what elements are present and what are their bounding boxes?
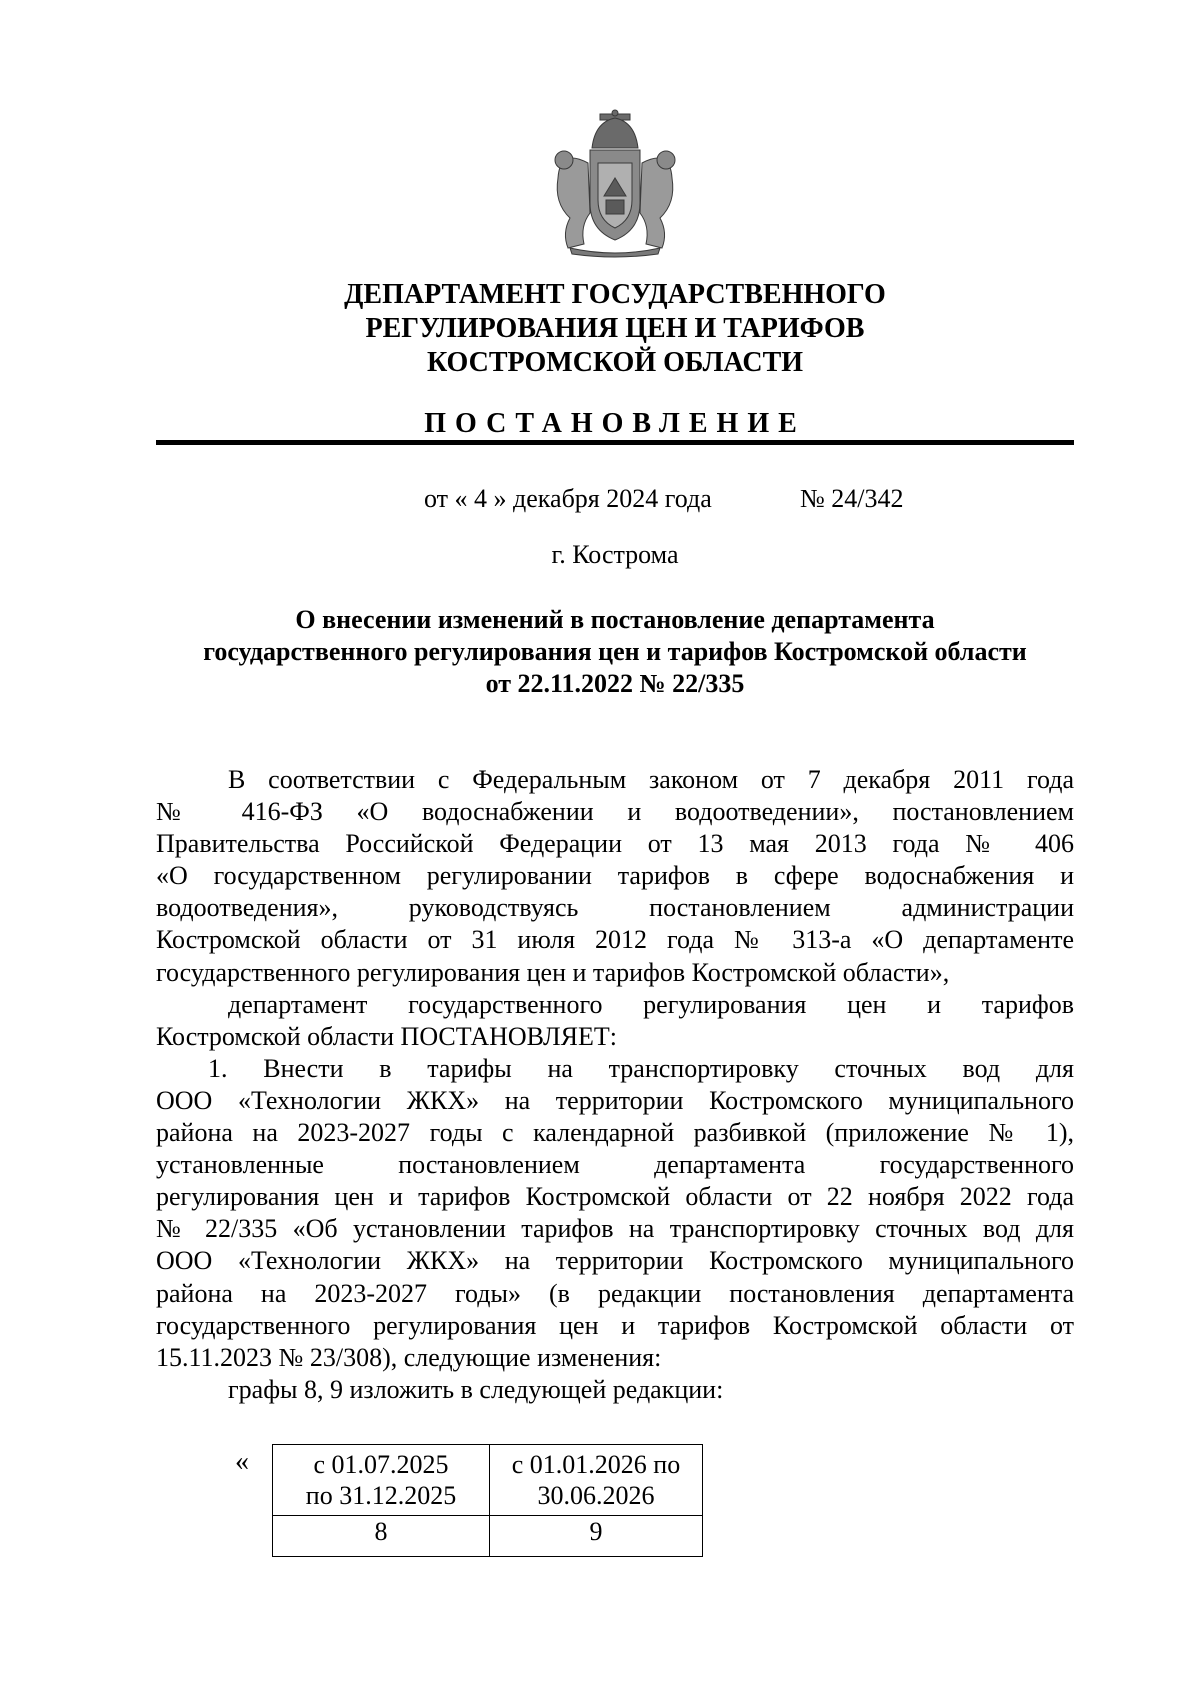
column-8-header: с 01.07.2025 по 31.12.2025 (273, 1445, 490, 1516)
body-line: ООО «Технологии ЖКХ» на территории Костромского муниципального (156, 1085, 1074, 1115)
body-line: государственного регулирования цен и тарифов Костромской области от (156, 1310, 1074, 1340)
body-line: водоотведения», руководствуясь постановлением администрации (156, 893, 1074, 923)
subject-line-2: государственного регулирования цен и тарифов Костромской области (203, 637, 1027, 666)
column-8-number: 8 (273, 1516, 490, 1557)
coat-of-arms-emblem (540, 108, 690, 258)
table-row (273, 1516, 703, 1557)
body-line: района на 2023-2027 годы с календарной разбивкой (приложение № 1), (156, 1118, 1074, 1148)
column-9-number: 9 (490, 1516, 703, 1557)
table-opening-quote: « (235, 1446, 249, 1477)
body-line: «О государственном регулировании тарифов в сфере водоснабжения и (156, 861, 1074, 891)
organization-line-3: КОСТРОМСКОЙ ОБЛАСТИ (426, 347, 804, 378)
body-line: ООО «Технологии ЖКХ» на территории Костромского муниципального (156, 1246, 1074, 1276)
document-number: № 24/342 (800, 484, 904, 513)
subject-line-3: от 22.11.2022 № 22/335 (485, 669, 745, 698)
body-line: установленные постановлением департамента государственного (156, 1150, 1074, 1180)
body-line: 15.11.2023 № 23/308), следующие изменения: (156, 1342, 662, 1372)
subject-line-1: О внесении изменений в постановление департамента (295, 605, 935, 634)
column-9-header: с 01.01.2026 по 30.06.2026 (490, 1445, 703, 1516)
document-subject (150, 604, 1080, 700)
body-line: района на 2023-2027 годы» (в редакции постановления департамента (156, 1278, 1074, 1308)
tariff-columns-table (272, 1444, 703, 1557)
body-line: № 416-ФЗ «О водоснабжении и водоотведении», постановлением (156, 797, 1074, 827)
body-line: государственного регулирования цен и тарифов Костромской области», (156, 957, 950, 987)
body-line: графы 8, 9 изложить в следующей редакции: (228, 1374, 724, 1404)
body-line: департамент государственного регулирования цен и тарифов (228, 989, 1074, 1019)
document-date: от « 4 » декабря 2024 года (424, 484, 712, 513)
body-line: Костромской области от 31 июля 2012 года № 313-а «О департаменте (156, 925, 1074, 955)
table-row (273, 1445, 703, 1516)
body-line: Костромской области ПОСТАНОВЛЯЕТ: (156, 1021, 617, 1051)
document-type: ПОСТАНОВЛЕНИЕ (424, 408, 806, 439)
document-city: г. Кострома (551, 540, 679, 569)
header-divider (156, 440, 1074, 445)
body-line: 1. Внести в тарифы на транспортировку сточных вод для (208, 1053, 1074, 1083)
body-line: Правительства Российской Федерации от 13 мая 2013 года № 406 (156, 829, 1074, 859)
document-body (156, 764, 1074, 1406)
body-line: регулирования цен и тарифов Костромской области от 22 ноября 2022 года (156, 1182, 1074, 1212)
body-line: № 22/335 «Об установлении тарифов на транспортировку сточных вод для (156, 1214, 1074, 1244)
body-line: В соответствии с Федеральным законом от 7 декабря 2011 года (228, 765, 1074, 794)
organization-line-1: ДЕПАРТАМЕНТ ГОСУДАРСТВЕННОГО (344, 279, 886, 310)
organization-line-2: РЕГУЛИРОВАНИЯ ЦЕН И ТАРИФОВ (365, 313, 865, 344)
organization-name (200, 278, 1030, 380)
